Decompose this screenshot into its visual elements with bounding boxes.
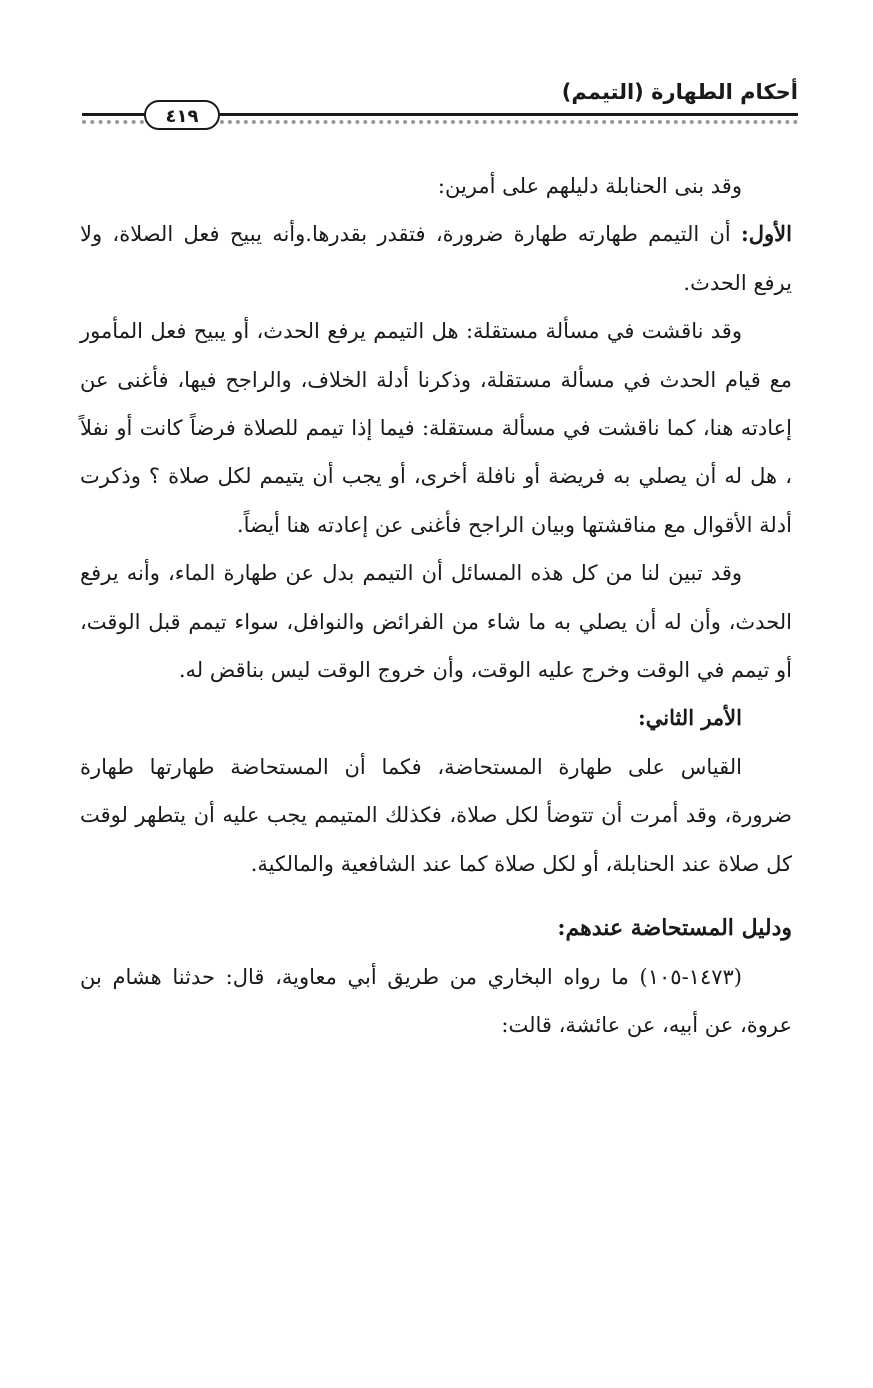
paragraph-discussion: وقد ناقشت في مسألة مستقلة: هل التيمم يرفع الحدث، أو يبيح فعل المأمور مع قيام الحدث في مسألة مستقلة، وذكرنا أدلة الخلاف، والراجح فيها، فأغنى عن إعادته هنا، كما ناقشت في مسألة مستقلة: فيما إذا تيمم للصلاة فرضاً كانت أو نفلاً ، هل له أن يصلي به فريضة أو نافلة أخرى، أو يجب أن يتيمم لكل صلاة ؟ وذكرت أدلة الأقوال مع مناقشتها وبيان الراجح فأغنى عن إعادته هنا أيضاً. bbox=[80, 319, 792, 537]
page-header bbox=[82, 76, 798, 136]
page-number: ٤١٩ bbox=[144, 100, 220, 130]
header-dotted-rule-left bbox=[82, 120, 144, 124]
paragraph-first-matter bbox=[80, 210, 792, 307]
running-title: أحكام الطهارة (التيمم) bbox=[561, 80, 798, 104]
header-dotted-rule bbox=[212, 120, 798, 124]
paragraph-intro: وقد بنى الحنابلة دليلهم على أمرين: bbox=[437, 174, 742, 198]
page-body bbox=[80, 162, 792, 1049]
first-matter-label: الأول: bbox=[741, 221, 792, 247]
paragraph-hadith: (١٤٧٣-١٠٥) ما رواه البخاري من طريق أبي معاوية، قال: حدثنا هشام بن عروة، عن أبيه، عن عائشة، قالت: bbox=[80, 964, 792, 1037]
heading-evidence: ودليل المستحاضة عندهم: bbox=[557, 915, 792, 942]
paragraph-analogy: القياس على طهارة المستحاضة، فكما أن المستحاضة طهارتها طهارة ضرورة، وقد أمرت أن تتوضأ لكل صلاة، فكذلك المتيمم يجب عليه أن يتطهر لوقت كل صلاة عند الحنابلة، أو لكل صلاة كما عند الشافعية والمالكية. bbox=[80, 754, 792, 876]
heading-second-matter: الأمر الثاني: bbox=[637, 705, 742, 731]
first-matter-text: أن التيمم طهارته طهارة ضرورة، فتقدر بقدرها.وأنه يبيح فعل الصلاة، ولا يرفع الحدث. bbox=[80, 222, 792, 295]
paragraph-conclusion: وقد تبين لنا من كل هذه المسائل أن التيمم بدل عن طهارة الماء، وأنه يرفع الحدث، وأن له أن يصلي به ما شاء من الفرائض والنوافل، سواء تيمم قبل الوقت، أو تيمم في الوقت وخرج عليه الوقت، وأن خروج الوقت ليس بناقض له. bbox=[80, 561, 792, 683]
